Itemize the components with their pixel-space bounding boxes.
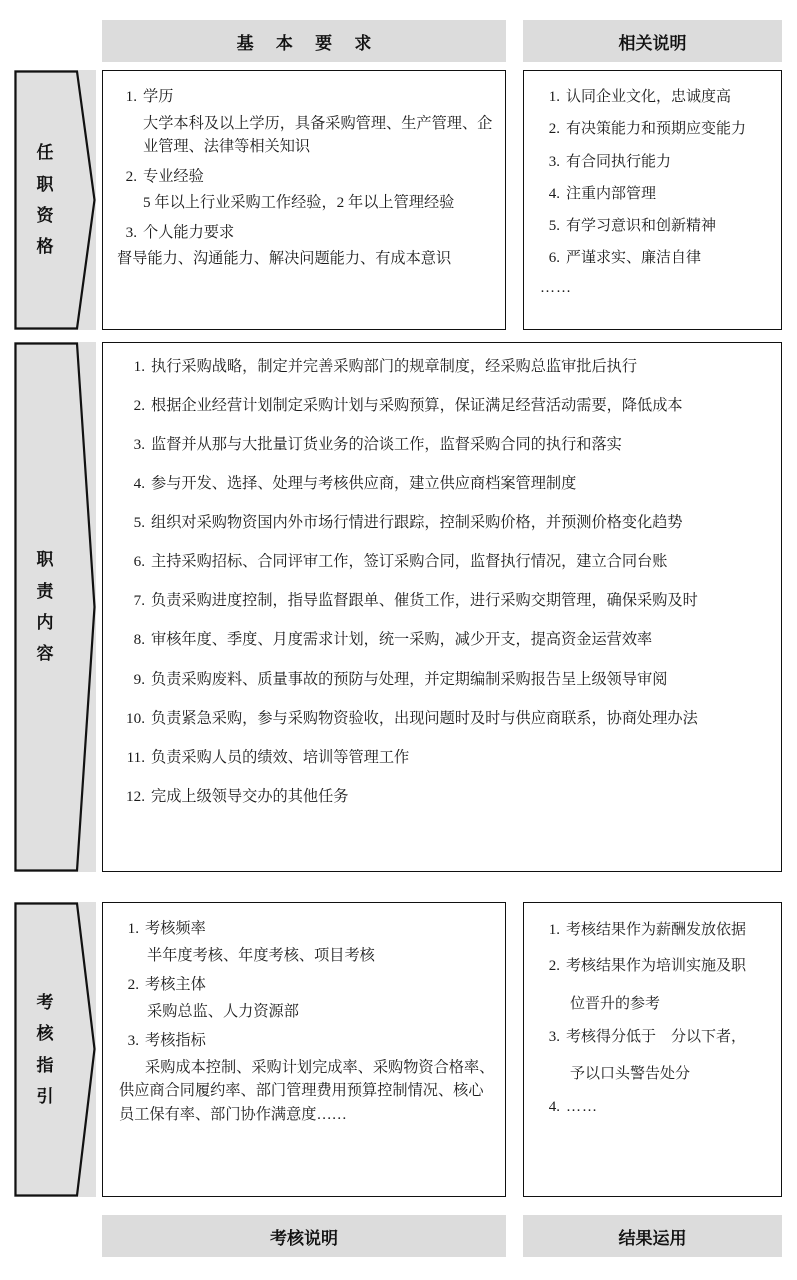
item-number: 2. <box>548 958 560 975</box>
list-item <box>119 589 771 613</box>
item-number: 2. <box>127 976 139 994</box>
item-number: 6. <box>133 553 145 571</box>
item-text: 有学习意识和创新精神 <box>566 218 717 234</box>
tab-char: 职 <box>36 550 54 570</box>
list-item <box>540 1096 773 1119</box>
item-text: 参与开发、选择、处理与考核供应商，建立供应商档案管理制度 <box>151 475 577 493</box>
tab-char: 资 <box>36 206 54 225</box>
item-text: 考核结果作为培训实施及职 <box>566 958 747 975</box>
item-text: 考核得分低于 分以下者， <box>566 1028 747 1045</box>
list-item <box>119 973 495 997</box>
list-item <box>540 183 773 206</box>
item-text: 负责紧急采购，参与采购物资验收，出现问题时及时与供应商联系，协商处理办法 <box>151 709 698 727</box>
item-text: 考核结果作为薪酬发放依据 <box>566 922 747 938</box>
tab-char: 责 <box>36 581 54 601</box>
item-number: 8. <box>133 631 145 649</box>
list-item <box>119 355 771 379</box>
item-text: 审核年度、季度、月度需求计划，统一采购，减少开支，提高资金运营效率 <box>151 631 653 649</box>
item-text: 认同企业文化，忠诚度高 <box>566 89 732 105</box>
tab-arrow-shape <box>14 342 96 872</box>
item-text: 组织对采购物资国内外市场行情进行跟踪，控制采购价格，并预测价格变化趋势 <box>151 514 683 532</box>
item-text: 完成上级领导交办的其他任务 <box>151 787 349 805</box>
item-number: 5. <box>133 514 145 532</box>
item-continuation: 予以口头警告处分 <box>570 1065 691 1082</box>
item-number: 7. <box>133 592 145 610</box>
list-item <box>119 550 771 574</box>
footer-result-application: 结果运用 <box>523 1215 782 1257</box>
item-title: 考核指标 <box>145 1032 206 1050</box>
list-item <box>119 668 771 692</box>
item-detail: 采购总监、人力资源部 <box>147 1002 299 1020</box>
item-title: 专业经验 <box>143 167 204 185</box>
item-text: 有决策能力和预期应变能力 <box>566 121 747 138</box>
list-item <box>540 1026 773 1049</box>
list-item <box>119 511 771 535</box>
tab-char: 引 <box>36 1086 54 1106</box>
item-detail: 大学本科及以上学历，具备采购管理、生产管理、企业管理、法律等相关知识 <box>143 114 493 156</box>
tab-arrow-shape <box>14 902 96 1197</box>
item-number: 1. <box>548 89 560 105</box>
list-item <box>540 151 773 174</box>
list-item <box>540 215 773 238</box>
tab-char: 指 <box>36 1055 54 1075</box>
qualification-notes-box <box>523 70 782 330</box>
item-number: 3. <box>125 223 137 241</box>
list-item <box>540 118 773 141</box>
item-number: 3. <box>133 436 145 454</box>
header-related-notes: 相关说明 <box>523 20 782 62</box>
tab-char: 容 <box>36 644 54 664</box>
ellipsis-marker: …… <box>540 279 572 296</box>
item-number: 1. <box>127 920 139 937</box>
item-detail: 督导能力、沟通能力、解决问题能力、有成本意识 <box>117 250 452 268</box>
list-item <box>117 165 495 189</box>
item-number: 12. <box>126 787 145 805</box>
tab-char: 核 <box>36 1024 54 1044</box>
item-detail: 采购成本控制、采购计划完成率、采购物资合格率、供应商合同履约率、部门管理费用预算控制情况、核心员工保有率、部门协作满意度…… <box>119 1058 495 1123</box>
list-item <box>119 628 771 652</box>
tab-char: 任 <box>36 143 54 163</box>
item-detail: 5 年以上行业采购工作经验，2 年以上管理经验 <box>143 194 455 212</box>
item-number: 10. <box>126 709 145 727</box>
item-number: 4. <box>548 1098 560 1115</box>
list-item <box>119 394 771 418</box>
result-application-box <box>523 902 782 1197</box>
item-number: 2. <box>133 397 145 415</box>
item-number: 1. <box>133 358 145 375</box>
item-number: 4. <box>548 185 560 202</box>
tab-char: 内 <box>36 613 54 632</box>
footer-assessment-notes: 考核说明 <box>102 1215 506 1257</box>
item-text: 根据企业经营计划制定采购计划与采购预算，保证满足经营活动需要，降低成本 <box>151 397 683 415</box>
list-item <box>117 221 495 245</box>
item-number: 3. <box>548 1028 560 1045</box>
tab-char: 考 <box>36 992 54 1012</box>
item-title: 个人能力要求 <box>143 223 235 241</box>
duties-content-box <box>102 342 782 872</box>
item-text: 执行采购战略，制定并完善采购部门的规章制度，经采购总监审批后执行 <box>151 358 637 375</box>
list-item <box>540 955 773 978</box>
item-continuation: 位晋升的参考 <box>570 995 661 1012</box>
item-text: 负责采购人员的绩效、培训等管理工作 <box>151 748 410 766</box>
list-item <box>119 917 495 941</box>
list-item <box>540 247 773 270</box>
item-number: 6. <box>548 250 560 267</box>
item-text: 主持采购招标、合同评审工作，签订采购合同，监督执行情况，建立合同台账 <box>151 553 668 571</box>
item-text: 监督并从那与大批量订货业务的洽谈工作，监督采购合同的执行和落实 <box>151 436 622 454</box>
item-number: 11. <box>126 748 145 766</box>
item-number: 3. <box>127 1032 139 1050</box>
list-item <box>119 707 771 731</box>
assessment-guide-box <box>102 902 506 1197</box>
qualification-requirements-box <box>102 70 506 330</box>
item-text: 负责采购废料、质量事故的预防与处理，并定期编制采购报告呈上级领导审阅 <box>151 670 668 688</box>
tab-char: 职 <box>36 174 54 194</box>
item-number: 9. <box>133 670 145 688</box>
item-number: 2. <box>125 167 137 185</box>
list-item <box>119 785 771 809</box>
category-tab-qualification <box>14 70 96 330</box>
item-text: 负责采购进度控制，指导监督跟单、催货工作，进行采购交期管理，确保采购及时 <box>151 592 698 610</box>
item-number: 1. <box>125 88 137 105</box>
list-item <box>540 919 773 942</box>
item-number: 5. <box>548 218 560 234</box>
ellipsis-marker: …… <box>566 1098 598 1115</box>
tab-char: 格 <box>36 237 54 257</box>
item-number: 3. <box>548 153 560 170</box>
item-text: 严谨求实、廉洁自律 <box>566 250 702 267</box>
header-basic-requirements: 基 本 要 求 <box>102 20 506 62</box>
item-title: 学历 <box>143 88 174 105</box>
tab-arrow-shape <box>14 70 96 330</box>
item-text: 有合同执行能力 <box>566 153 672 170</box>
item-title: 考核主体 <box>145 976 206 994</box>
category-tab-duties <box>14 342 96 872</box>
list-item <box>119 746 771 770</box>
item-detail: 半年度考核、年度考核、项目考核 <box>147 946 375 964</box>
item-title: 考核频率 <box>145 920 206 937</box>
list-item <box>540 86 773 109</box>
item-number: 1. <box>548 922 560 938</box>
list-item <box>119 433 771 457</box>
list-item <box>117 85 495 109</box>
list-item <box>119 1029 495 1053</box>
category-tab-assessment <box>14 902 96 1197</box>
item-text: 注重内部管理 <box>566 185 657 202</box>
item-number: 2. <box>548 121 560 138</box>
list-item <box>119 472 771 496</box>
item-number: 4. <box>133 475 145 493</box>
